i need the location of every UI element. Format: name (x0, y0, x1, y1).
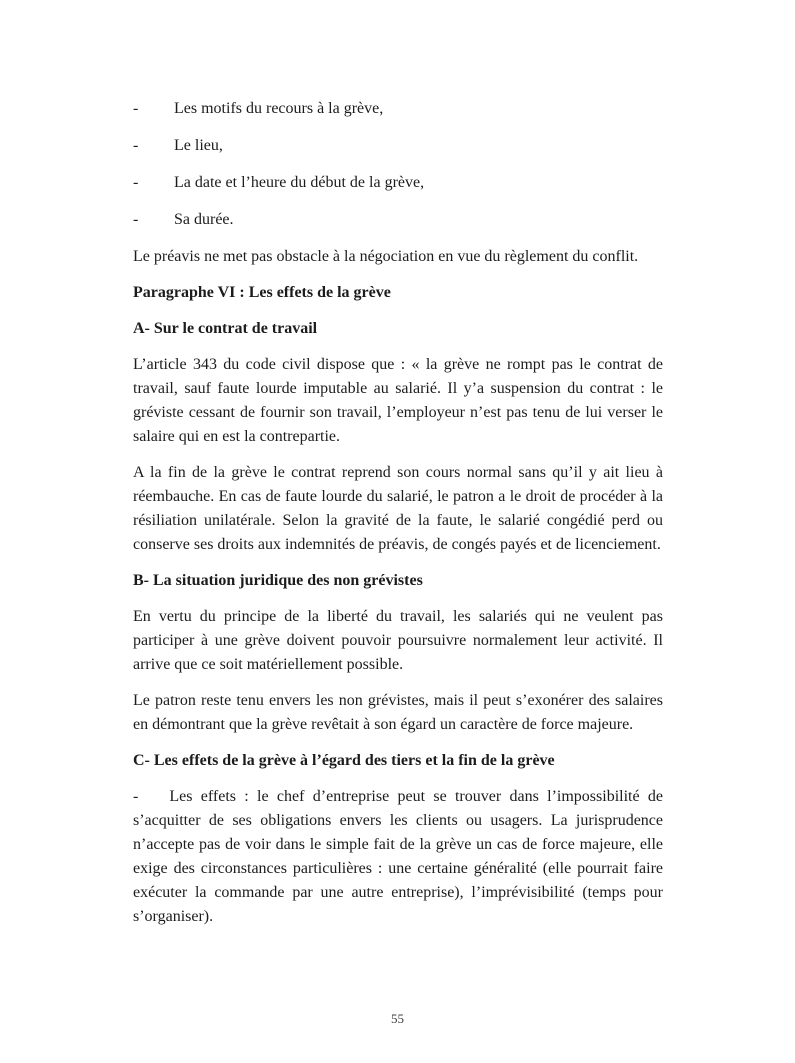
list-item-text: Sa durée. (174, 211, 234, 228)
page-number: 55 (391, 1011, 404, 1026)
list-item (133, 97, 663, 121)
heading-paragraphe-vi: Paragraphe VI : Les effets de la grève (133, 284, 391, 301)
bullet-marker: - (133, 137, 139, 154)
heading-section-b: B- La situation juridique des non grévistes (133, 572, 423, 589)
paragraph-non-grevistes-1: En vertu du principe de la liberté du travail, les salariés qui ne veulent pas participer à une grève doivent pouvoir poursuivre normalement leur activité. Il arrive que ce soit matériellement possible. (133, 608, 663, 673)
list-item-text: La date et l’heure du début de la grève, (174, 174, 425, 191)
heading-section-c: C- Les effets de la grève à l’égard des tiers et la fin de la grève (133, 752, 555, 769)
list-item (133, 134, 663, 158)
paragraph-contrat-travail-2: A la fin de la grève le contrat reprend son cours normal sans qu’il y ait lieu à réembauche. En cas de faute lourde du salarié, le patron a le droit de procéder à la résiliation unilatérale. Selon la gravité de la faute, le salarié congédié perd ou conserve ses droits aux indemnités de préavis, de congés payés et de licenciement. (133, 464, 663, 553)
paragraph-effets-tiers-text: Les effets : le chef d’entreprise peut se trouver dans l’impossibilité de s’acquitter de ses obligations envers les clients ou usagers. La jurisprudence n’accepte pas de voir dans le simple fait de la grève un cas de force majeure, elle exige des circonstances particulières : une certaine généralité (elle pourrait faire exécuter la commande par une autre entreprise), l’imprévisibilité (temps pour s’organiser). (133, 788, 663, 925)
bullet-marker: - (133, 174, 139, 191)
paragraph-contrat-travail-1: L’article 343 du code civil dispose que : « la grève ne rompt pas le contrat de travail, sauf faute lourde imputable au salarié. Il y’a suspension du contrat : le gréviste cessant de fournir son travail, l’employeur n’est pas tenu de lui verser le salaire qui en est la contrepartie. (133, 356, 663, 445)
list-item (133, 208, 663, 232)
paragraph-effets-tiers (133, 785, 663, 929)
list-item-text: Les motifs du recours à la grève, (174, 100, 384, 117)
bullet-marker: - (133, 100, 139, 117)
heading-section-a: A- Sur le contrat de travail (133, 320, 318, 337)
paragraph-preavis: Le préavis ne met pas obstacle à la négociation en vue du règlement du conflit. (133, 248, 639, 265)
list-item-text: Le lieu, (174, 137, 223, 154)
list-dash-marker: - (133, 788, 139, 805)
paragraph-non-grevistes-2: Le patron reste tenu envers les non grévistes, mais il peut s’exonérer des salaires en démontrant que la grève revêtait à son égard un caractère de force majeure. (133, 692, 663, 733)
bullet-marker: - (133, 211, 139, 228)
list-item (133, 171, 663, 195)
